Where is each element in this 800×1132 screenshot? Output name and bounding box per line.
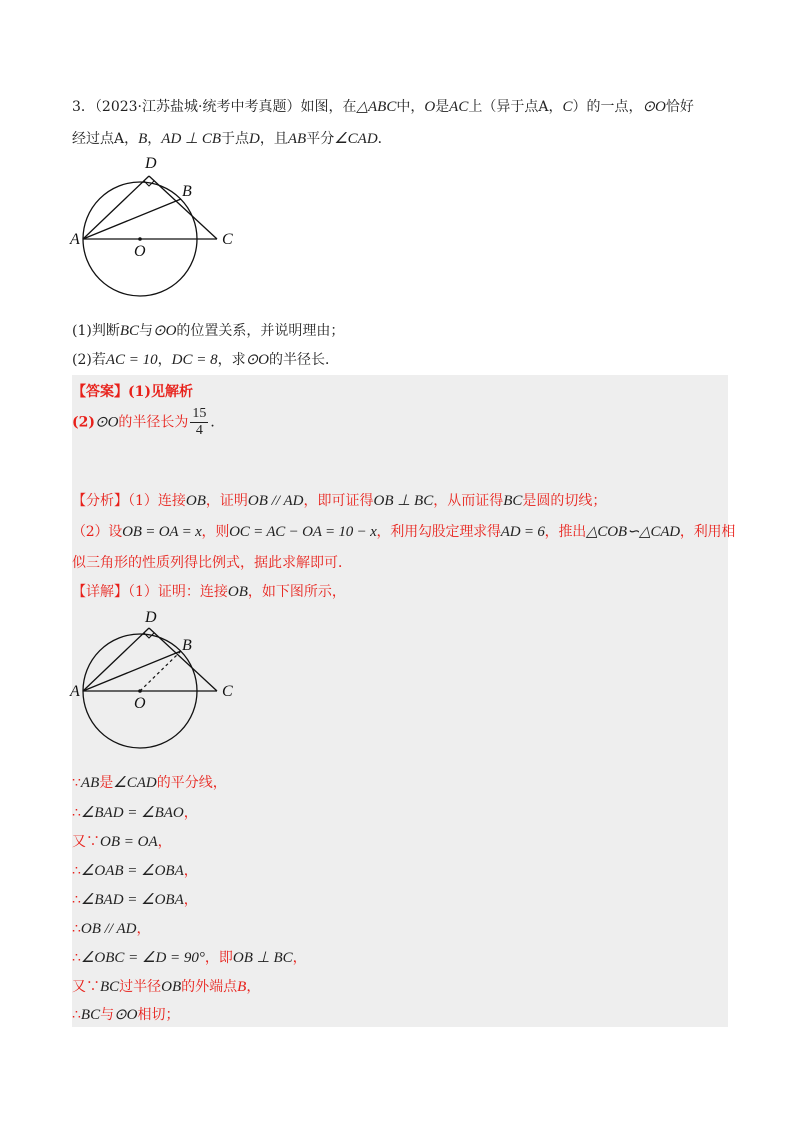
text: ， <box>147 131 162 147</box>
text: 的半径长． <box>269 352 340 368</box>
text: 又∵ <box>72 834 100 850</box>
proof-step-1 <box>72 772 227 792</box>
question-source: （2023·江苏盐城·统考中考真题） <box>94 99 301 115</box>
text: ， <box>157 834 172 850</box>
math-circle-o: ⊙O <box>95 414 119 431</box>
math-circle-o: ⊙O <box>245 352 270 368</box>
text: 经过点 <box>72 131 114 147</box>
proof-step-3 <box>72 831 172 851</box>
label-d: D <box>145 155 157 172</box>
geometry-figure-2 <box>68 602 258 767</box>
text: 的位置关系，并说明理由； <box>176 323 345 339</box>
label-b: B <box>182 183 192 200</box>
math-angle-cad: ∠CAD <box>334 131 378 147</box>
text: ∴ <box>72 950 81 966</box>
text: 与 <box>100 1007 115 1023</box>
math-ob: OB <box>185 493 206 509</box>
math-eq2: OC = AC − OA = 10 − x <box>229 524 377 540</box>
math-ad-perp-cb: AD ⊥ CB <box>161 131 222 147</box>
answer-part-1: (1)见解析 <box>128 384 193 400</box>
math: BC <box>80 1007 101 1023</box>
text: 是圆的切线； <box>522 493 607 509</box>
text: 过半径 <box>119 979 162 995</box>
math-d: D <box>249 131 260 147</box>
label-o: O <box>134 243 146 260</box>
proof-step-2 <box>72 802 198 822</box>
text: ，即可证得 <box>303 493 374 509</box>
math-circle-o: ⊙O <box>153 323 177 339</box>
text: 是 <box>435 99 450 115</box>
text: ，求 <box>217 352 246 368</box>
text: ， <box>292 950 307 966</box>
math-similar: △COB∽△CAD <box>586 524 680 540</box>
math: ⊙O <box>114 1007 138 1023</box>
text: ，证明 <box>205 493 248 509</box>
math-triangle-abc: △ABC <box>356 99 397 115</box>
text: (1)判断 <box>72 323 120 339</box>
math-a: A <box>538 99 549 115</box>
fraction-numerator: 15 <box>192 406 207 421</box>
text: ∴ <box>72 863 81 879</box>
text: ∴ <box>72 805 81 821</box>
text: ，即 <box>204 950 233 966</box>
text: 的平分线， <box>156 775 227 791</box>
text: ， <box>183 892 198 908</box>
text: ， <box>183 863 198 879</box>
text: ， <box>124 131 139 147</box>
math: OB = OA <box>100 834 158 850</box>
text: ∴ <box>72 1007 81 1023</box>
text: ， <box>246 979 261 995</box>
math-eq1: OB = OA = x <box>122 524 202 540</box>
math: OB <box>161 979 182 995</box>
text: (2) <box>72 414 95 431</box>
text: （2）设 <box>72 524 123 540</box>
answer-line-1 <box>72 381 193 401</box>
question-number: 3． <box>72 99 95 115</box>
math: ∠OAB = ∠OBA <box>80 863 184 879</box>
math-ob: OB <box>227 584 248 600</box>
label-b: B <box>182 637 192 654</box>
answer-tag: 【答案】 <box>72 384 128 400</box>
math: OB ⊥ BC <box>232 950 293 966</box>
text: 如图，在 <box>300 99 357 115</box>
geometry-figure-1 <box>68 150 258 315</box>
analysis-line-2 <box>72 521 735 541</box>
text: 平分 <box>306 131 335 147</box>
math: OB // AD <box>80 921 137 937</box>
text: ． <box>210 414 225 431</box>
text: ，利用勾股定理求得 <box>376 524 501 540</box>
text: 与 <box>139 323 154 339</box>
proof-step-8 <box>72 976 260 996</box>
text: 恰好 <box>665 99 694 115</box>
proof-step-6 <box>72 918 150 938</box>
question-line-2 <box>72 128 392 148</box>
detail-line-1 <box>72 581 346 601</box>
text: ，利用相 <box>679 524 736 540</box>
text: ， <box>157 352 172 368</box>
math: ∠BAD = ∠OBA <box>80 892 184 908</box>
analysis-tag: 【分析】 <box>72 493 128 509</box>
math-ac: AC <box>449 99 469 115</box>
math-eq3: AD = 6 <box>500 524 545 540</box>
text: ， <box>136 921 151 937</box>
text: 上（异于点 <box>468 99 539 115</box>
math-ob-perp-bc: OB ⊥ BC <box>373 493 434 509</box>
proof-step-9 <box>72 1004 180 1024</box>
text: (2)若 <box>72 352 106 368</box>
math-ab: AB <box>287 131 307 147</box>
math-bc: BC <box>503 493 523 509</box>
text: 似三角形的性质列得比例式，据此求解即可． <box>72 555 352 571</box>
answer-line-2 <box>72 406 224 439</box>
text: 又∵ <box>72 979 100 995</box>
text: 中， <box>396 99 425 115</box>
analysis-line-3 <box>72 552 352 572</box>
math: BC <box>100 979 120 995</box>
text: 是 <box>99 775 114 791</box>
label-d: D <box>145 609 157 626</box>
math-ac-eq: AC = 10 <box>105 352 158 368</box>
text: 的半径长为 <box>118 414 189 431</box>
text: ∴ <box>72 921 81 937</box>
fraction-denominator: 4 <box>195 423 203 438</box>
math-ob-par-ad: OB // AD <box>247 493 304 509</box>
text: 相切； <box>137 1007 180 1023</box>
text: （1）连接 <box>128 493 186 509</box>
label-c: C <box>222 231 233 248</box>
label-o: O <box>134 695 146 712</box>
math-c: C <box>562 99 573 115</box>
math: ∠BAD = ∠BAO <box>80 805 184 821</box>
text: ，如下图所示， <box>247 584 346 600</box>
text: ）的一点， <box>572 99 643 115</box>
text: ，从而证得 <box>433 493 504 509</box>
math: AB <box>80 775 100 791</box>
text: 的外端点 <box>181 979 238 995</box>
text: ， <box>548 99 563 115</box>
question-line-1 <box>72 96 694 116</box>
math-o: O <box>424 99 436 115</box>
math-a: A <box>114 131 125 147</box>
analysis-line-1 <box>72 490 606 510</box>
text: ∵ <box>72 775 81 791</box>
text: ，推出 <box>544 524 587 540</box>
text: ∴ <box>72 892 81 908</box>
fraction-15-4 <box>190 406 208 439</box>
sub-question-1 <box>72 320 344 340</box>
sub-question-2 <box>72 349 339 369</box>
text: ，则 <box>201 524 230 540</box>
text: （1）证明：连接 <box>128 584 228 600</box>
math-b: B <box>138 131 148 147</box>
text: ． <box>377 131 392 147</box>
math-bc: BC <box>119 323 140 339</box>
math: B <box>237 979 247 995</box>
math-dc-eq: DC = 8 <box>171 352 218 368</box>
text: ，且 <box>259 131 288 147</box>
proof-step-5 <box>72 889 198 909</box>
label-a: A <box>70 683 80 700</box>
proof-step-7 <box>72 947 307 967</box>
proof-step-4 <box>72 860 198 880</box>
label-a: A <box>70 231 80 248</box>
math: ∠OBC = ∠D = 90° <box>80 950 205 966</box>
text: 于点 <box>221 131 250 147</box>
detail-tag: 【详解】 <box>72 584 128 600</box>
text: ， <box>183 805 198 821</box>
label-c: C <box>222 683 233 700</box>
math-circle-o: ⊙O <box>642 99 666 115</box>
math: ∠CAD <box>113 775 157 791</box>
